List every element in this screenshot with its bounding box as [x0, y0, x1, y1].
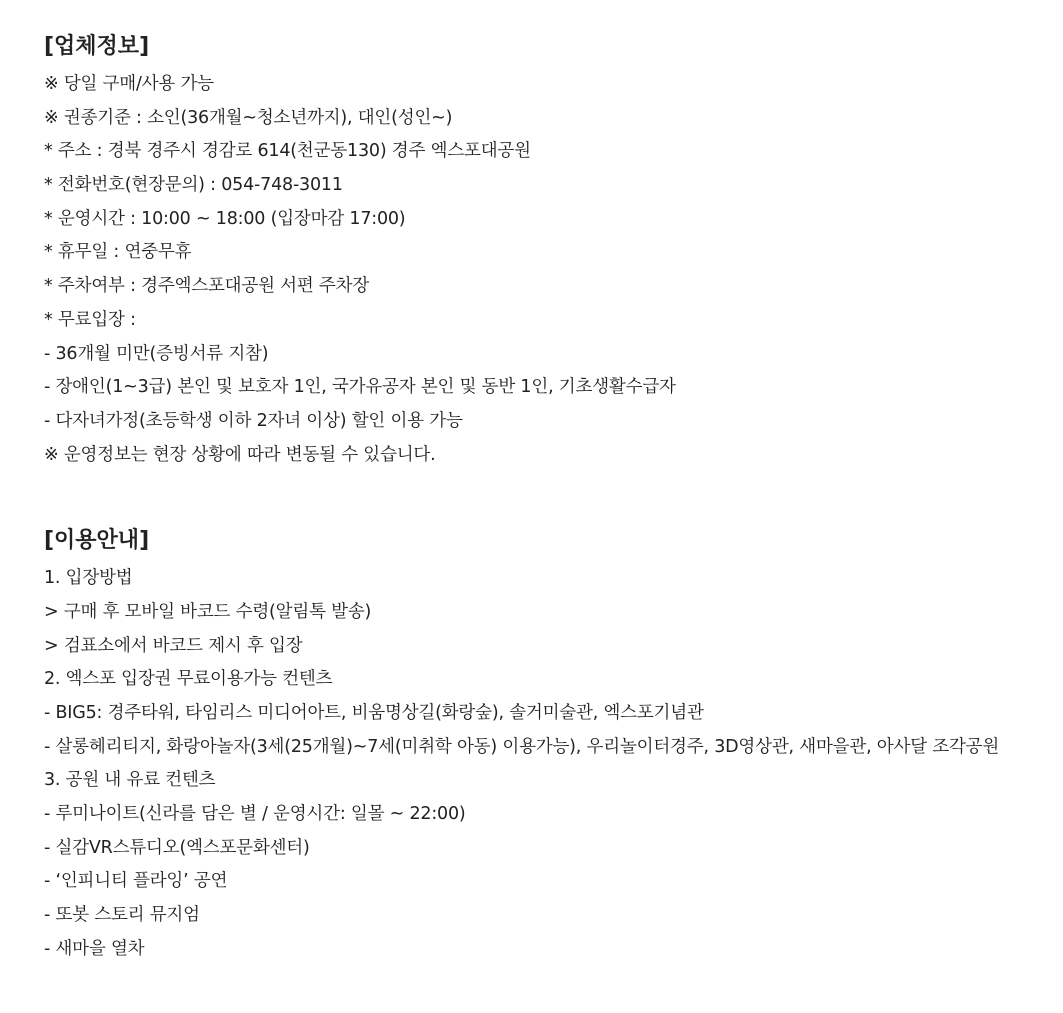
info-line: ※ 당일 구매/사용 가능 [44, 74, 214, 94]
company-info-section [44, 30, 1063, 472]
info-line: ※ 운영정보는 현장 상황에 따라 변동될 수 있습니다. [44, 444, 436, 465]
guide-line: - 루미나이트(신라를 담은 별 / 운영시간: 일몰 ~ 22:00) [44, 804, 466, 825]
info-line: * 주차여부 : 경주엑스포대공원 서편 주차장 [44, 276, 370, 297]
info-line: - 장애인(1~3급) 본인 및 보호자 1인, 국가유공자 본인 및 동반 1인, 기초생활수급자 [44, 377, 676, 398]
guide-line: - 실감VR스튜디오(엑스포문화센터) [44, 837, 310, 858]
guide-line: - 또봇 스토리 뮤지엄 [44, 905, 200, 926]
usage-guide-title: [이용안내] [44, 528, 150, 554]
guide-line: 2. 엑스포 입장권 무료이용가능 컨텐츠 [44, 669, 333, 690]
section-spacer [44, 472, 1063, 524]
info-line: * 운영시간 : 10:00 ~ 18:00 (입장마감 17:00) [44, 208, 406, 229]
info-line: * 휴무일 : 연중무휴 [44, 242, 192, 263]
guide-line: 1. 입장방법 [44, 568, 133, 589]
info-line: - 다자녀가정(초등학생 이하 2자녀 이상) 할인 이용 가능 [44, 410, 463, 431]
info-line: * 무료입장 : [44, 309, 136, 330]
info-line: - 36개월 미만(증빙서류 지참) [44, 343, 269, 364]
guide-line: - BIG5: 경주타워, 타임리스 미디어아트, 비움명상길(화랑숲), 솔거미술관, 엑스포기념관 [44, 703, 704, 723]
guide-line: > 검표소에서 바코드 제시 후 입장 [44, 635, 303, 656]
guide-line: 3. 공원 내 유료 컨텐츠 [44, 770, 216, 791]
company-info-title: [업체정보] [44, 34, 150, 59]
guide-line: > 구매 후 모바일 바코드 수령(알림톡 발송) [44, 601, 372, 622]
info-line: ※ 권종기준 : 소인(36개월~청소년까지), 대인(성인~) [44, 107, 453, 128]
info-line: * 주소 : 경북 경주시 경감로 614(천군동130) 경주 엑스포대공원 [44, 141, 531, 162]
guide-line: - 살롱헤리티지, 화랑아놀자(3세(25개월)~7세(미취학 아동) 이용가능), 우리놀이터경주, 3D영상관, 새마을관, 아사달 조각공원 [44, 736, 1000, 757]
guide-line: - 새마을 열차 [44, 938, 145, 959]
guide-line: - ‘인피니티 플라잉’ 공연 [44, 871, 228, 892]
usage-guide-section [44, 524, 1063, 966]
info-line: * 전화번호(현장문의) : 054-748-3011 [44, 175, 343, 196]
